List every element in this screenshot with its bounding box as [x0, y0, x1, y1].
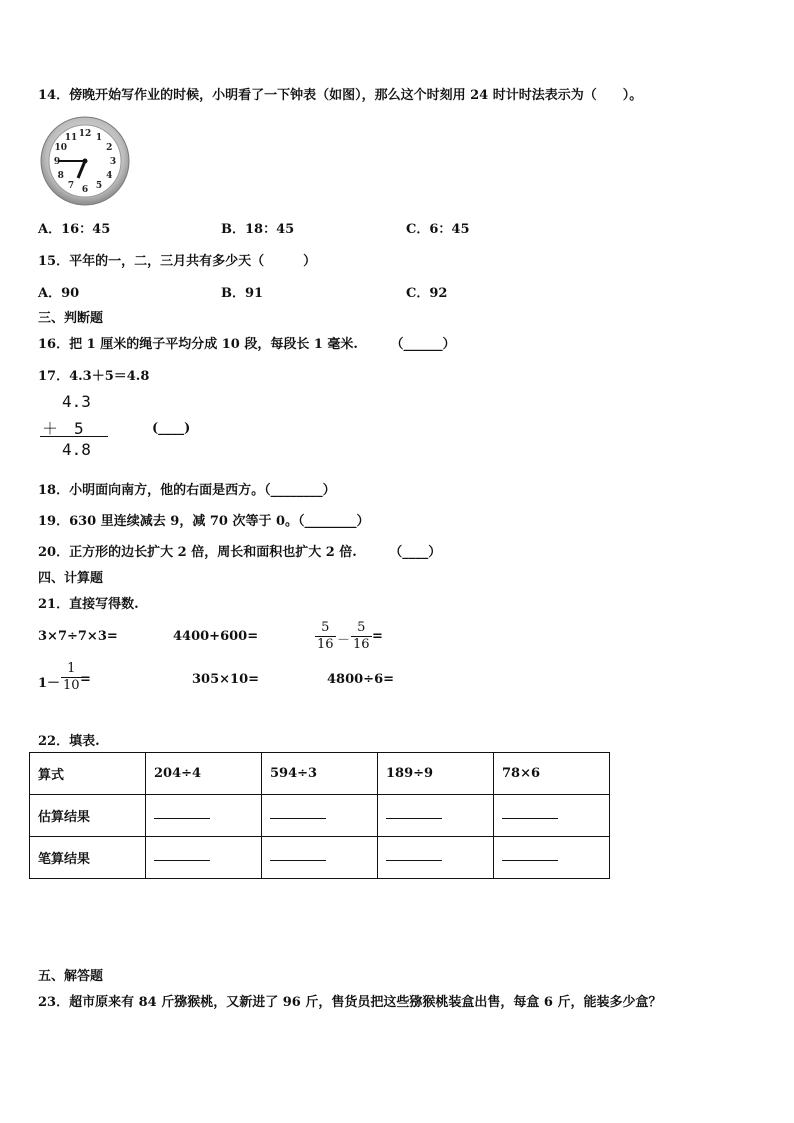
equals-sign-3: = [372, 629, 383, 644]
section-3-heading: 三、判断题 [38, 311, 104, 326]
clock-numeral: 1 [95, 132, 103, 143]
table-header-cell: 189÷9 [378, 753, 494, 795]
vertical-top-number: 4.3 [62, 392, 91, 411]
question-18-text: 18．小明面向南方，他的右面是西方。（________） [38, 483, 336, 498]
table-header-row [30, 753, 610, 795]
one-minus: 1－ [38, 676, 61, 691]
table-row [30, 837, 610, 879]
clock-numeral: 5 [95, 181, 103, 192]
question-21-text: 21．直接写得数. [38, 597, 139, 612]
q15-option-c: C．92 [406, 286, 448, 301]
vertical-operator-row: ＋ 5 [42, 419, 84, 438]
answer-blank[interactable] [502, 850, 558, 861]
q15-option-a: A．90 [38, 286, 80, 301]
clock-numeral: 9 [53, 157, 61, 167]
clock-numeral: 7 [67, 181, 75, 192]
question-19-text: 19．630 里连续减去 9，减 70 次等于 0。（________） [38, 514, 370, 529]
q14-option-a: A．16：45 [38, 222, 111, 237]
answer-blank[interactable] [502, 808, 558, 819]
q14-option-c: C．6：45 [406, 222, 470, 237]
table-header-cell: 594÷3 [262, 753, 378, 795]
fraction-5-16-a: $\frac{5}{16}$ [317, 620, 334, 652]
table-header-cell: 算式 [30, 753, 146, 795]
question-15-text: 15．平年的一，二，三月共有多少天（ ） [38, 254, 317, 269]
row-label-estimate: 估算结果 [30, 795, 146, 837]
clock-numeral: 3 [109, 157, 117, 167]
question-22-text: 22．填表. [38, 734, 100, 749]
fraction-1-10: $\frac{1}{10}$ [63, 661, 80, 693]
answer-blank[interactable] [270, 808, 326, 819]
q15-option-b: B．91 [221, 286, 264, 301]
question-16-text: 16．把 1 厘米的绳子平均分成 10 段，每段长 1 毫米. （______） [38, 337, 456, 352]
calc-expression-6: 4800÷6= [327, 672, 395, 687]
calc-expression-1: 3×7÷7×3= [38, 629, 118, 644]
vertical-result: 4.8 [62, 440, 91, 459]
q14-option-b: B．18：45 [221, 222, 295, 237]
answer-blank[interactable] [270, 850, 326, 861]
equals-sign-4: = [80, 672, 91, 687]
table-row [30, 795, 610, 837]
clock-numeral: 11 [64, 132, 78, 143]
row-label-written: 笔算结果 [30, 837, 146, 879]
question-23-text: 23．超市原来有 84 斤猕猴桃，又新进了 96 斤，售货员把这些猕猴桃装盒出售，每盒 6 斤，能装多少盒？ [38, 995, 662, 1010]
table-header-cell: 78×6 [494, 753, 610, 795]
answer-blank[interactable] [386, 850, 442, 861]
answer-blank[interactable] [154, 808, 210, 819]
clock-numeral: 10 [54, 143, 68, 153]
clock-numeral: 12 [78, 129, 92, 139]
section-4-heading: 四、计算题 [38, 571, 104, 586]
section-5-heading: 五、解答题 [38, 969, 104, 984]
vertical-addition [40, 392, 120, 462]
vertical-rule [40, 436, 108, 437]
question-17-text: 17．4.3＋5＝4.8 [38, 369, 150, 384]
minus-sign: － [337, 633, 351, 648]
clock-image [38, 116, 132, 206]
table-header-cell: 204÷4 [146, 753, 262, 795]
clock-numeral: 6 [81, 185, 89, 195]
answer-blank[interactable] [154, 850, 210, 861]
clock-numeral: 4 [106, 171, 113, 181]
clock-numeral: 8 [57, 171, 64, 181]
answer-blank[interactable] [386, 808, 442, 819]
calc-expression-2: 4400+600= [173, 629, 259, 644]
q17-answer-blank[interactable]: (____) [152, 421, 191, 436]
question-14-text: 14．傍晚开始写作业的时候，小明看了一下钟表（如图），那么这个时刻用 24 时计时法表示为（ ）。 [38, 88, 643, 103]
fraction-5-16-b: $\frac{5}{16}$ [353, 620, 370, 652]
clock-numeral: 2 [106, 143, 113, 153]
question-20-text: 20．正方形的边长扩大 2 倍，周长和面积也扩大 2 倍. （____） [38, 545, 442, 560]
fill-table [29, 752, 610, 879]
calc-expression-5: 305×10= [192, 672, 260, 687]
